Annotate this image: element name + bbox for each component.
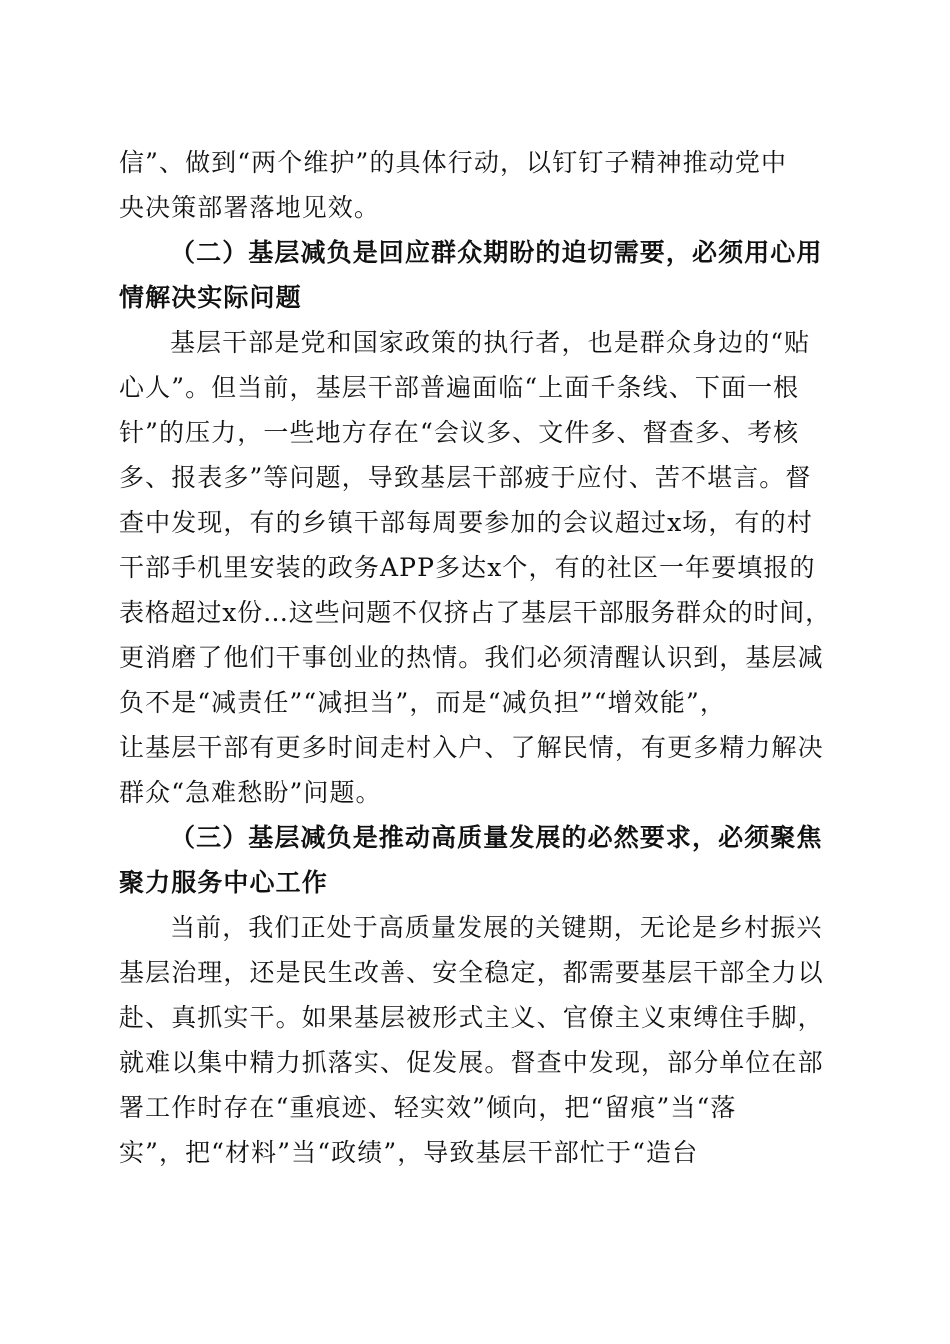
- section-heading-3-line-1: （三）基层减负是推动高质量发展的必然要求，必须聚焦: [170, 823, 823, 852]
- body-line: 让基层干部有更多时间走村入户、了解民情，有更多精力解决: [119, 733, 824, 762]
- body-line: 信”、做到“两个维护”的具体行动，以钉钉子精神推动党中: [119, 148, 788, 177]
- body-line: 就难以集中精力抓落实、促发展。督查中发现，部分单位在部: [119, 1048, 824, 1077]
- body-line: 负不是“减责任”“减担当”，而是“减负担”“增效能”，: [119, 688, 726, 717]
- section-heading-3-line-2: 聚力服务中心工作: [119, 868, 328, 897]
- body-line: 针”的压力，一些地方存在“会议多、文件多、督查多、考核: [119, 418, 800, 447]
- body-line: 署工作时存在“重痕迹、轻实效”倾向，把“留痕”当“落: [119, 1093, 737, 1122]
- section-heading-2-line-2: 情解决实际问题: [119, 283, 302, 312]
- body-line: 更消磨了他们干事创业的热情。我们必须清醒认识到，基层减: [119, 643, 824, 672]
- body-line: 当前，我们正处于高质量发展的关键期，无论是乡村振兴: [170, 913, 823, 942]
- section-heading-2-line-1: （二）基层减负是回应群众期盼的迫切需要，必须用心用: [170, 238, 823, 267]
- body-line: 多、报表多”等问题，导致基层干部疲于应付、苦不堪言。督: [119, 463, 812, 492]
- body-line: 查中发现，有的乡镇干部每周要参加的会议超过x场，有的村: [119, 508, 813, 537]
- body-line: 赴、真抓实干。如果基层被形式主义、官僚主义束缚住手脚，: [119, 1003, 824, 1032]
- body-line: 群众“急难愁盼”问题。: [119, 778, 382, 807]
- body-line: 心人”。但当前，基层干部普遍面临“上面千条线、下面一根: [119, 373, 800, 402]
- body-line: 表格超过x份…这些问题不仅挤占了基层干部服务群众的时间，: [119, 598, 831, 627]
- body-line: 实”，把“材料”当“政绩”，导致基层干部忙于“造台: [119, 1138, 699, 1167]
- body-line: 基层干部是党和国家政策的执行者，也是群众身边的“贴: [170, 328, 811, 357]
- body-line: 基层治理，还是民生改善、安全稳定，都需要基层干部全力以: [119, 958, 824, 987]
- body-line: 干部手机里安装的政务APP多达x个，有的社区一年要填报的: [119, 553, 816, 582]
- body-line: 央决策部署落地见效。: [119, 193, 381, 222]
